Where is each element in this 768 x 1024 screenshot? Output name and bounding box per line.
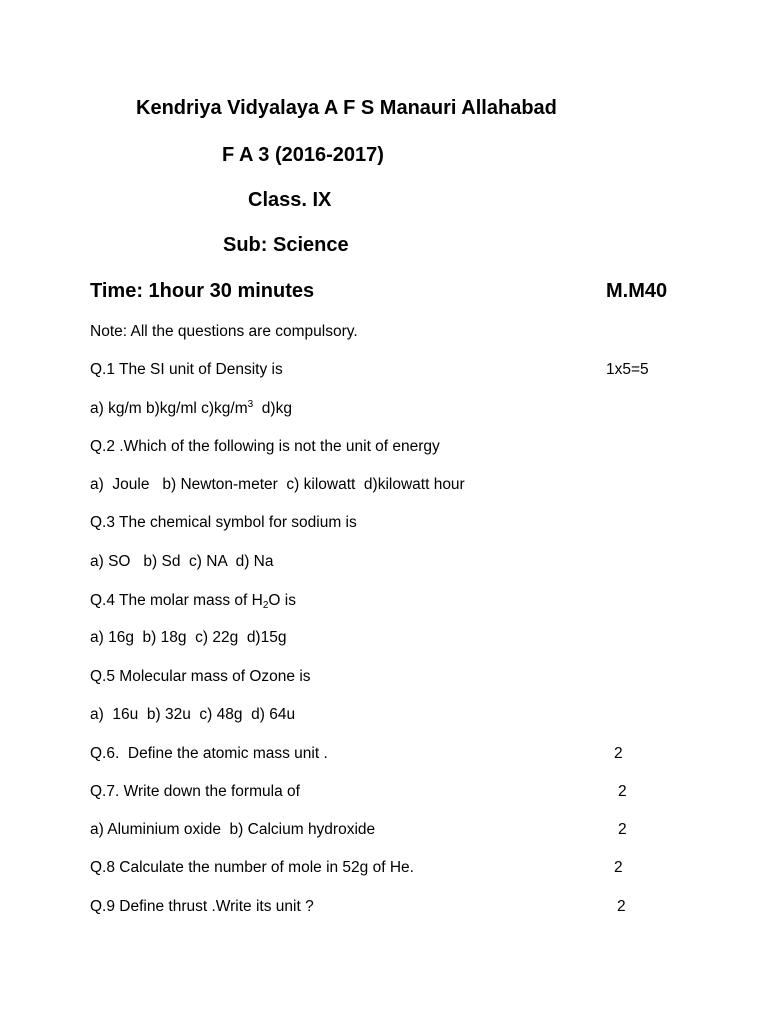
question-6: Q.6. Define the atomic mass unit . — [90, 745, 328, 762]
superscript: 3 — [247, 399, 254, 410]
question-6-marks: 2 — [614, 745, 623, 762]
time-label: Time: 1hour 30 minutes — [90, 280, 315, 302]
school-name: Kendriya Vidyalaya A F S Manauri Allahabad — [136, 97, 557, 119]
question-1-marks: 1x5=5 — [606, 361, 649, 378]
question-7-marks: 2 — [618, 783, 627, 800]
question-8: Q.8 Calculate the number of mole in 52g of He. — [90, 859, 414, 876]
question-text: Q.4 The molar mass of H — [90, 592, 263, 609]
question-1: Q.1 The SI unit of Density is — [90, 361, 283, 378]
question-8-marks: 2 — [614, 859, 623, 876]
question-7: Q.7. Write down the formula of — [90, 783, 300, 800]
note: Note: All the questions are compulsory. — [90, 323, 358, 340]
question-text: O is — [268, 592, 296, 609]
question-9: Q.9 Define thrust .Write its unit ? — [90, 898, 314, 915]
max-marks: M.M40 — [606, 280, 668, 302]
class-label: Class. IX — [248, 189, 332, 211]
question-2: Q.2 .Which of the following is not the unit of energy — [90, 438, 440, 455]
options-text: d)kg — [253, 400, 292, 417]
subscript: 2 — [262, 600, 269, 611]
question-4-options: a) 16g b) 18g c) 22g d)15g — [90, 629, 287, 646]
question-7-options: a) Aluminium oxide b) Calcium hydroxide — [90, 821, 376, 838]
question-7-options-marks: 2 — [618, 821, 627, 838]
question-9-marks: 2 — [617, 898, 626, 915]
options-text: a) kg/m b)kg/ml c)kg/m — [90, 400, 248, 417]
question-2-options: a) Joule b) Newton-meter c) kilowatt d)kilowatt hour — [90, 476, 465, 493]
question-1-options — [90, 399, 292, 418]
question-5: Q.5 Molecular mass of Ozone is — [90, 668, 311, 685]
exam-title: F A 3 (2016-2017) — [222, 144, 384, 166]
question-3-options: a) SO b) Sd c) NA d) Na — [90, 553, 274, 570]
question-5-options: a) 16u b) 32u c) 48g d) 64u — [90, 706, 296, 723]
subject-label: Sub: Science — [223, 234, 349, 256]
question-4 — [90, 592, 296, 611]
question-3: Q.3 The chemical symbol for sodium is — [90, 514, 357, 531]
